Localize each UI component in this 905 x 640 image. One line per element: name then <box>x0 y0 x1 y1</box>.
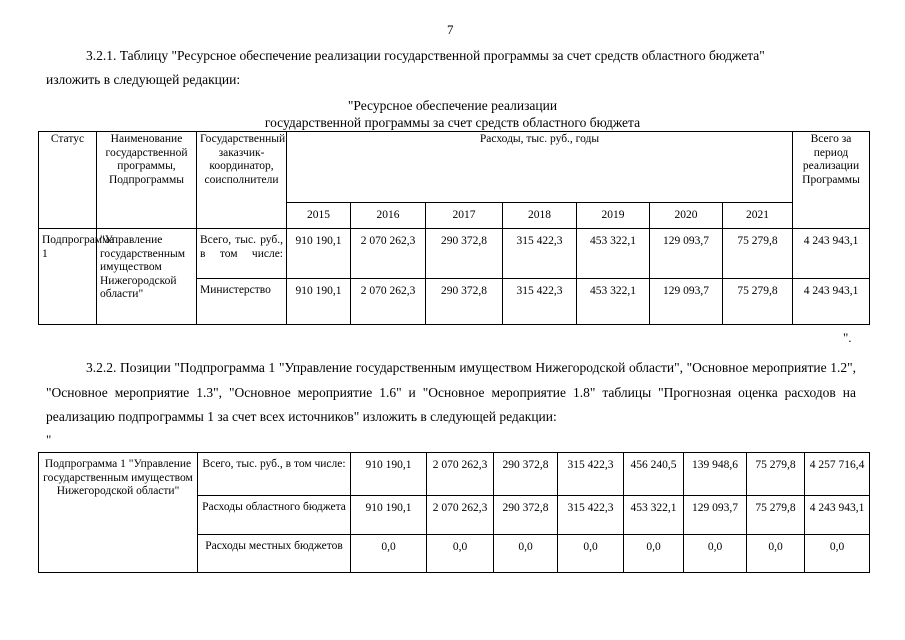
value-cell: 0,0 <box>684 535 747 573</box>
value-cell: 129 093,7 <box>650 279 723 325</box>
value-cell: 129 093,7 <box>684 496 747 535</box>
value-cell: 75 279,8 <box>747 496 805 535</box>
value-cell: 910 190,1 <box>351 453 427 496</box>
value-cell: 290 372,8 <box>426 279 503 325</box>
total-cell: 4 243 943,1 <box>793 229 870 279</box>
value-cell: 290 372,8 <box>426 229 503 279</box>
value-cell: 0,0 <box>747 535 805 573</box>
value-cell: 139 948,6 <box>684 453 747 496</box>
year-header: 2016 <box>351 203 426 229</box>
paragraph-3-2-2: 3.2.2. Позиции "Подпрограмма 1 "Управление государственным имуществом Нижегородской области", "Основное мероприятие 1.2", "Основное мероприятие 1.3", "Основное мероприятие 1.6" и "Основное мероприятие 1.8" таблицы "Прогнозная оценка расходов на реализацию подпрограммы 1 за счет всех источников" изложить в следующей редакции: <box>46 360 856 424</box>
row-label: Расходы местных бюджетов <box>198 535 351 573</box>
value-cell: 2 070 262,3 <box>427 453 494 496</box>
total-cell: 4 257 716,4 <box>805 453 870 496</box>
header-total: Всего за период реализации Программы <box>793 132 870 229</box>
year-header: 2015 <box>287 203 351 229</box>
header-status: Статус <box>39 132 97 229</box>
subprogram-name-cell: Подпрограмма 1 "Управление государственным имуществом Нижегородской области" <box>39 453 198 573</box>
year-header: 2018 <box>503 203 577 229</box>
value-cell: 0,0 <box>427 535 494 573</box>
paragraph-3-2-1-line1: 3.2.1. Таблицу "Ресурсное обеспечение реализации государственной программы за счет средств областного бюджета" <box>86 48 765 63</box>
value-cell: 910 190,1 <box>287 279 351 325</box>
value-cell: 129 093,7 <box>650 229 723 279</box>
year-header: 2020 <box>650 203 723 229</box>
forecast-table <box>38 452 870 573</box>
table1-title-line1: "Ресурсное обеспечение реализации <box>347 98 558 113</box>
year-header: 2021 <box>723 203 793 229</box>
value-cell: 290 372,8 <box>494 496 558 535</box>
closing-quote: ". <box>843 330 852 345</box>
resource-table <box>38 131 870 325</box>
value-cell: 0,0 <box>558 535 624 573</box>
row-label: Расходы областного бюджета <box>198 496 351 535</box>
table1-title-line2: государственной программы за счет средств областного бюджета <box>264 115 641 130</box>
row-label: Министерство <box>197 279 287 325</box>
value-cell: 453 322,1 <box>577 229 650 279</box>
value-cell: 75 279,8 <box>747 453 805 496</box>
value-cell: 2 070 262,3 <box>351 229 426 279</box>
opening-quote: " <box>46 432 52 447</box>
header-customer: Государственный заказчик-координатор, соисполнители <box>197 132 287 229</box>
value-cell: 290 372,8 <box>494 453 558 496</box>
year-header: 2019 <box>577 203 650 229</box>
value-cell: 0,0 <box>351 535 427 573</box>
header-program-name: Наименование государственной программы, Подпрограммы <box>97 132 197 229</box>
value-cell: 2 070 262,3 <box>427 496 494 535</box>
value-cell: 0,0 <box>624 535 684 573</box>
value-cell: 453 322,1 <box>624 496 684 535</box>
value-cell: 315 422,3 <box>558 453 624 496</box>
total-cell: 0,0 <box>805 535 870 573</box>
value-cell: 910 190,1 <box>351 496 427 535</box>
total-cell: 4 243 943,1 <box>793 279 870 325</box>
year-header: 2017 <box>426 203 503 229</box>
page-number: 7 <box>447 22 454 37</box>
total-cell: 4 243 943,1 <box>805 496 870 535</box>
value-cell: 0,0 <box>494 535 558 573</box>
value-cell: 75 279,8 <box>723 279 793 325</box>
row-label: Всего, тыс. руб., в том числе: <box>198 453 351 496</box>
value-cell: 910 190,1 <box>287 229 351 279</box>
value-cell: 75 279,8 <box>723 229 793 279</box>
header-expenses: Расходы, тыс. руб., годы <box>287 132 793 203</box>
value-cell: 456 240,5 <box>624 453 684 496</box>
value-cell: 453 322,1 <box>577 279 650 325</box>
value-cell: 315 422,3 <box>558 496 624 535</box>
value-cell: 315 422,3 <box>503 229 577 279</box>
row-label: Всего, тыс. руб., в том числе: <box>197 229 287 279</box>
program-name-cell: "Управление государственным имуществом Нижегородской области" <box>97 229 197 325</box>
value-cell: 315 422,3 <box>503 279 577 325</box>
value-cell: 2 070 262,3 <box>351 279 426 325</box>
status-cell: Подпрограмма 1 <box>39 229 97 325</box>
paragraph-3-2-1-line2: изложить в следующей редакции: <box>46 72 241 87</box>
